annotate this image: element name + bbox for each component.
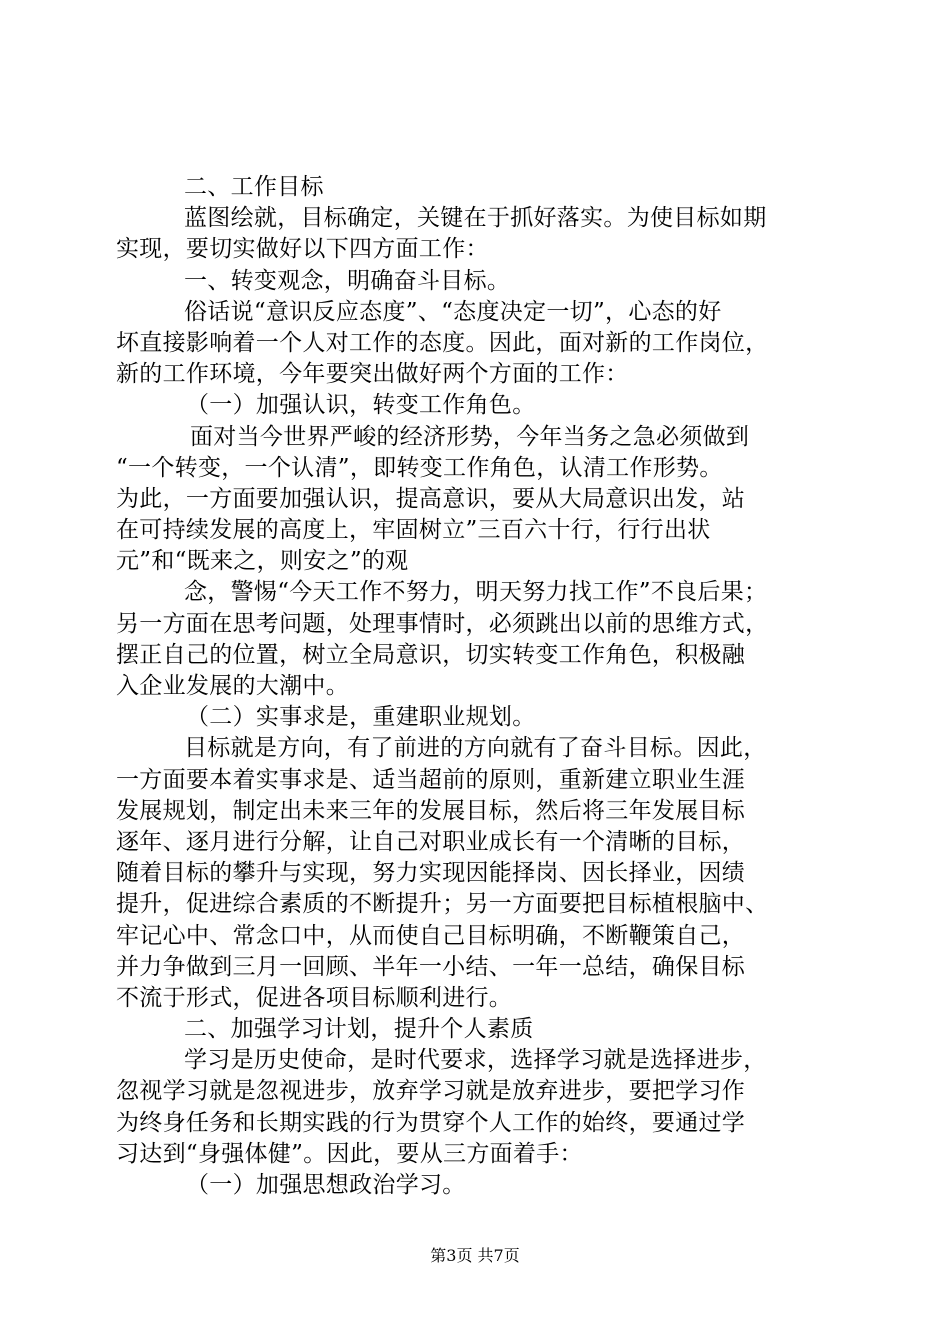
paragraph-line: 目标就是方向，有了前进的方向就有了奋斗目标。因此， <box>184 735 767 762</box>
paragraph-line: 实现，要切实做好以下四方面工作： <box>116 236 489 263</box>
paragraph-line: 摆正自己的位置，树立全局意识，切实转变工作角色，积极融 <box>116 641 746 668</box>
paragraph-line: 为此，一方面要加强认识，提高意识，要从大局意识出发，站 <box>116 485 746 512</box>
paragraph-line: 入企业发展的大潮中。 <box>116 673 349 699</box>
paragraph-line: 念，警惕“今天工作不努力，明天努力找工作”不良后果； <box>184 579 768 606</box>
paragraph-line: 另一方面在思考问题，处理事情时，必须跳出以前的思维方式， <box>116 610 769 637</box>
subsection-heading: （一）加强思想政治学习。 <box>186 1172 466 1198</box>
paragraph-line: 逐年、逐月进行分解，让自己对职业成长有一个清晰的目标， <box>116 828 746 855</box>
paragraph-line: 提升，促进综合素质的不断提升；另一方面要把目标植根脑中、 <box>116 891 769 918</box>
paragraph-line: 发展规划，制定出未来三年的发展目标，然后将三年发展目标 <box>116 797 746 824</box>
section-heading: 二、工作目标 <box>184 174 324 200</box>
paragraph-line: 为终身任务和长期实践的行为贯穿个人工作的始终，要通过学 <box>116 1109 746 1136</box>
paragraph-line: 蓝图绘就，目标确定，关键在于抓好落实。为使目标如期 <box>184 205 767 232</box>
paragraph-line: 习达到“身强体健”。因此，要从三方面着手： <box>116 1140 583 1167</box>
paragraph-line: 不流于形式，促进各项目标顺利进行。 <box>116 984 513 1011</box>
paragraph-line: 一方面要本着实事求是、适当超前的原则，重新建立职业生涯 <box>116 766 746 793</box>
document-body <box>116 172 836 1201</box>
paragraph-line: 牢记心中、常念口中，从而使自己目标明确，不断鞭策自己， <box>116 922 746 949</box>
paragraph-line: 元”和“既来之，则安之”的观 <box>116 548 409 575</box>
paragraph-line: 并力争做到三月一回顾、半年一小结、一年一总结，确保目标 <box>116 953 746 980</box>
paragraph-line: 学习是历史使命，是时代要求，选择学习就是选择进步， <box>184 1047 767 1074</box>
page-footer: 第3页 共7页 <box>430 1246 520 1265</box>
section-heading: 二、加强学习计划，提升个人素质 <box>184 1016 534 1043</box>
subsection-heading: 一、转变观念，明确奋斗目标。 <box>184 267 511 294</box>
paragraph-line: 面对当今世界严峻的经济形势，今年当务之急必须做到 <box>190 423 750 450</box>
paragraph-line: “一个转变，一个认清”，即转变工作角色，认清工作形势。 <box>116 454 723 481</box>
paragraph-line: 在可持续发展的高度上，牢固树立”三百六十行，行行出状 <box>116 517 711 544</box>
paragraph-line: 坏直接影响着一个人对工作的态度。因此，面对新的工作岗位， <box>116 329 769 356</box>
paragraph-line: 忽视学习就是忽视进步，放弃学习就是放弃进步，要把学习作 <box>116 1078 746 1105</box>
paragraph-line: 新的工作环境，今年要突出做好两个方面的工作： <box>116 361 629 388</box>
paragraph-line: 随着目标的攀升与实现，努力实现因能择岗、因长择业，因绩 <box>116 860 746 887</box>
subsection-heading: （一）加强认识，转变工作角色。 <box>186 392 536 419</box>
subsection-heading: （二）实事求是，重建职业规划。 <box>186 704 536 731</box>
paragraph-line: 俗话说“意识反应态度”、“态度决定一切”，心态的好 <box>184 298 722 325</box>
